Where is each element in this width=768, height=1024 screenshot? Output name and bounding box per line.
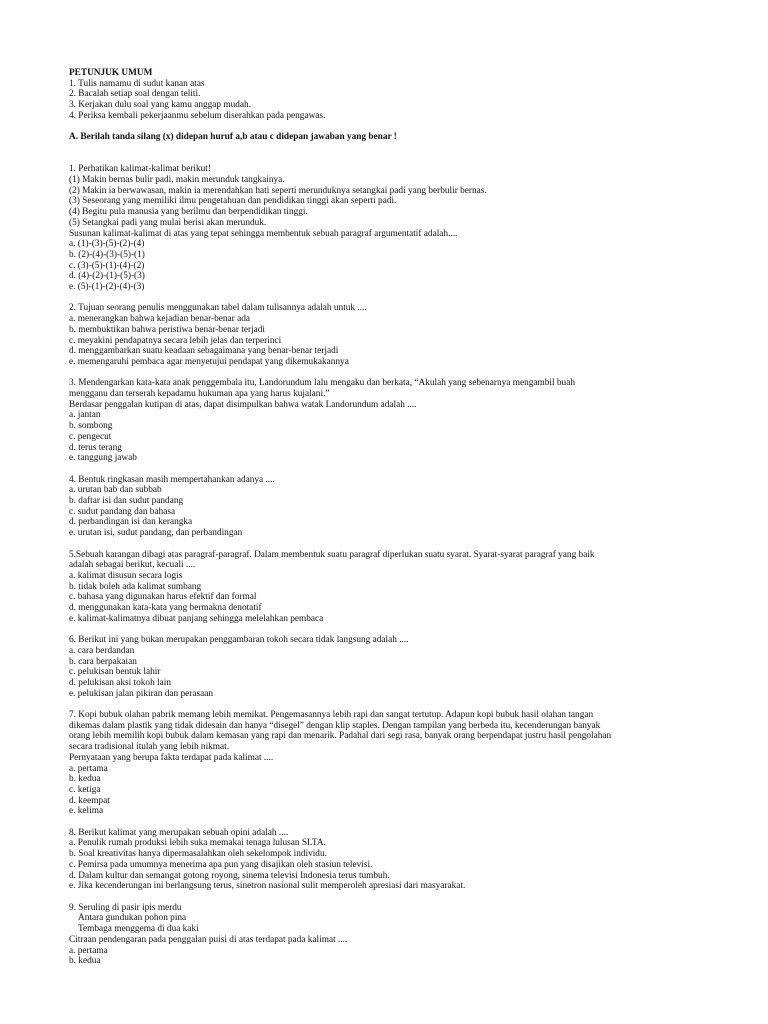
question-8-stem: 8. Berikut kalimat yang merupakan sebuah opini adalah .... [69, 827, 289, 838]
section-a-heading: A. Berilah tanda silang (x) didepan huruf a,b atau c didepan jawaban yang benar ! [69, 132, 397, 143]
question-7-option-b: b. kedua [69, 774, 101, 785]
question-2-stem: 2. Tujuan seorang penulis menggunakan tabel dalam tulisannya adalah untuk .... [69, 303, 367, 314]
question-7-option-c: c. ketiga [69, 784, 101, 795]
question-9-stem: 9. Seruling di pasir ipis merdu [69, 902, 182, 913]
question-6-option-b: b. cara berpakaian [69, 656, 137, 667]
question-3-option-a: a. jantan [69, 410, 101, 421]
question-7-stem: orang lebih memilih kopi bubuk dalam kemasan yang rapi dan menarik. Padahal dari segi rasa, banyak orang berpendapat justru hasil pengolahan [69, 731, 612, 742]
question-2-option-b: b. membuktikan bahwa peristiwa benar-benar terjadi [69, 324, 266, 335]
question-3-option-c: c. pengecut [69, 431, 112, 442]
question-4-stem: 4. Bentuk ringkasan masih mempertahankan adanya .... [69, 474, 275, 485]
question-4-option-b: b. daftar isi dan sudut pandang [69, 496, 184, 507]
question-7-stem: dikemas dalam plastik yang tidak didesain dan hanya “disegel” dengan klip staples. Dengan tampilan yang berbeda itu, kecenderungan banyak [69, 720, 601, 731]
question-3-prompt: Berdasar penggalan kutipan di atas, dapat disimpulkan bahwa watak Landorundum adalah .... [69, 399, 417, 410]
question-1-sentence: (1) Makin bernas bulir padi, makin merunduk tangkainya. [69, 175, 285, 185]
question-7-option-d: d. keempat [69, 795, 110, 806]
question-1-prompt: Susunan kalimat-kalimat di atas yang tepat sehingga membentuk sebuah paragraf argumentatif adalah.... [69, 228, 458, 239]
question-1-stem: 1. Perhatikan kalimat-kalimat berikut! [69, 164, 211, 175]
question-9-poem-line: Tembaga menggema di dua kaki [78, 924, 199, 935]
section-heading: PETUNJUK UMUM [69, 68, 153, 78]
question-1-option-d: d. (4)-(2)-(1)-(5)-(3) [69, 271, 145, 282]
question-6-option-e: e. pelukisan jalan pikiran dan perasaan [69, 688, 214, 699]
question-3-option-e: e. tanggung jawab [69, 453, 137, 464]
question-1-option-b: b. (2)-(4)-(3)-(5)-(1) [69, 249, 145, 260]
question-9-option-b: b. kedua [69, 956, 101, 967]
question-4-option-a: a. urutan bab dan subbab [69, 485, 162, 496]
question-4-option-d: d. perbandingan isi dan kerangka [69, 517, 193, 528]
question-8-option-e: e. Jika kecenderungan ini berlangsung terus, sinetron nasional sulit memperoleh apresiasi dari masyarakat. [69, 881, 466, 892]
question-2-option-e: e. memengaruhi pembaca agar menyetujui pendapat yang dikemukakannya [69, 356, 349, 367]
question-1-sentence: (5) Setangkai padi yang mulai berisi akan merunduk. [69, 217, 267, 228]
question-8-option-b: b. Soal kreativitas hanya dipermasalahkan oleh sekelompok individu. [69, 849, 327, 860]
question-5-stem: adalah sebagai berikut, kecuali .... [69, 560, 196, 571]
question-1-option-e: e. (5)-(1)-(2)-(4)-(3) [69, 282, 145, 293]
question-1-sentence: (3) Seseorang yang memiliki ilmu pengetahuan dan pendidikan tinggi akan seperti padi. [69, 196, 397, 207]
question-5-option-e: e. kalimat-kalimatnya dibuat panjang sehingga melelahkan pembaca [69, 613, 324, 624]
question-2-option-c: c. meyakini pendapatnya secara lebih jelas dan terperinci [69, 335, 282, 346]
question-7-stem: secara tradisional itulah yang lebih nikmat. [69, 742, 230, 753]
question-8-option-a: a. Penulik rumah produksi lebih suka memakai tenaga lulusan SLTA. [69, 838, 326, 849]
question-7-option-a: a. pertama [69, 763, 108, 774]
question-6-stem: 6. Berikut ini yang bukan merupakan penggambaran tokoh secara tidak langsung adalah .... [69, 635, 409, 646]
question-5-stem: 5.Sebuah karangan dibagi atas paragraf-paragraf. Dalam membentuk suatu paragraf diperlukan suatu syarat. Syarat-syarat paragraf yang baik [69, 549, 595, 560]
instruction-item: 1. Tulis namamu di sudut kanan atas [69, 78, 205, 89]
question-2-option-a: a. menerangkan bahwa kejadian benar-benar ada [69, 314, 251, 325]
question-4-option-c: c. sudut pandang dan bahasa [69, 506, 176, 517]
question-5-option-b: b. tidak boleh ada kalimat sumbang [69, 581, 202, 592]
instruction-item: 2. Bacalah setiap soal dengan teliti. [69, 89, 201, 100]
question-6-option-d: d. pelukisan aksi tokoh lain [69, 677, 171, 688]
question-3-stem: 3. Mendengarkan kata-kata anak penggembala itu, Landorundum lalu mengaku dan berkata, “Akulah yang sebenarnya mengambil buah [69, 378, 575, 389]
document-content [69, 68, 729, 967]
question-3-option-d: d. terus terang [69, 442, 122, 453]
question-6-option-a: a. cara berdandan [69, 645, 135, 656]
question-1-sentence: (2) Makin ia berwawasan, makin ia merendahkan hati seperti merunduknya setangkai padi yang berbulir bernas. [69, 185, 487, 196]
question-1-option-c: c. (3)-(5)-(1)-(4)-(2) [69, 260, 145, 271]
question-7-prompt: Pernyataan yang berupa fakta terdapat pada kalimat .... [69, 752, 274, 763]
question-8-option-c: c. Pemirsa pada umumnya menerima apa pun yang disajikan oleh stasiun televisi. [69, 859, 373, 870]
question-9-poem-line: Antara gundukan pohon pina [78, 913, 187, 924]
question-8-option-d: d. Dalam kultur dan semangat gotong royong, sinema televisi Indonesia terus tumbuh. [69, 870, 390, 881]
question-6-option-c: c. pelukisan bentuk lahir [69, 667, 161, 678]
question-7-option-e: e. kelima [69, 806, 104, 817]
question-1-option-a: a. (1)-(3)-(5)-(2)-(4) [69, 239, 145, 250]
question-7-stem: 7. Kopi bubuk olahan pabrik memang lebih memikat. Pengemasannya lebih rapi dan sangat tertutup. Adapun kopi bubuk hasil olahan tangan [69, 710, 594, 721]
question-9-option-a: a. pertama [69, 945, 108, 956]
instruction-item: 3. Kerjakan dulu soal yang kamu anggap mudah. [69, 100, 252, 111]
question-4-option-e: e. urutan isi, sudut pandang, dan perbandingan [69, 528, 243, 539]
question-3-stem: mengganu dan terserah kepadamu hukuman apa yang harus kujalani.” [69, 389, 330, 400]
question-9-prompt: Citraan pendengaran pada penggalan puisi di atas terdapat pada kalimat .... [69, 934, 348, 945]
question-1-sentence: (4) Begitu pula manusia yang berilmu dan berpendidikan tinggi. [69, 207, 308, 218]
question-3-option-b: b. sombong [69, 421, 113, 432]
question-2-option-d: d. menggambarkan suatu keadaan sebagaimana yang benar-benar terjadi [69, 346, 339, 357]
question-5-option-c: c. bahasa yang digunakan harus efektif dan formal [69, 592, 257, 603]
instruction-item: 4. Periksa kembali pekerjaanmu sebelum diserahkan pada pengawas. [69, 110, 326, 121]
question-5-option-a: a. kalimat disusun secara logis [69, 570, 183, 581]
question-5-option-d: d. menggunakan kata-kata yang bermakna denotatif [69, 603, 262, 614]
